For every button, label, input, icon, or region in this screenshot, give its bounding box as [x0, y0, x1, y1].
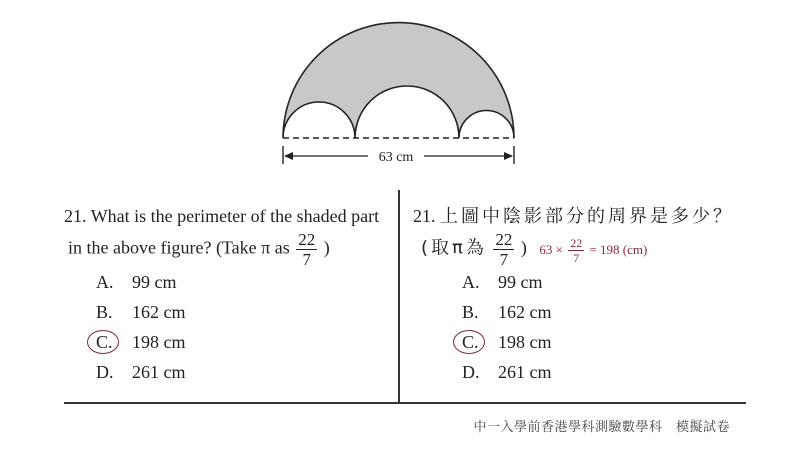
- chinese-question: 21. 上圖中陰影部分的周界是多少？ (取π為 $\frac{22}{7}$ ) 63 × $\frac{22}{7}$ = 198 (cm) A. 99 cm B. 162 cm C. 198 cm D. 261 cm: [413, 201, 773, 261]
- pi-fraction: $\frac{22}{7}$: [298, 230, 316, 269]
- dimension-label: 63 cm: [378, 150, 414, 165]
- handwritten-annotation: 63 × $\frac{22}{7}$ = 198 (cm): [539, 236, 648, 266]
- pi-fraction-zh: $\frac{22}{7}$: [495, 230, 513, 269]
- left-arrowhead: [284, 152, 293, 160]
- english-question: 21. What is the perimeter of the shaded part in the above figure? (Take π as $\frac{22}{7}$ ) A. 99 cm B. 162 cm C. 198 cm D. 261 cm: [64, 201, 394, 261]
- bottom-rule: [64, 402, 746, 404]
- question-line-2-zh-close: ): [520, 237, 527, 258]
- page-footer: 中一入學前香港學科測驗數學科 模擬試卷: [473, 420, 730, 435]
- question-line-1-zh: 上圖中陰影部分的周界是多少？: [440, 206, 734, 227]
- question-number-zh: 21.: [413, 206, 436, 226]
- question-line-2-close: ): [323, 237, 330, 258]
- right-arrowhead: [504, 152, 513, 160]
- question-line-1: What is the perimeter of the shaded part: [90, 206, 380, 226]
- question-number: 21.: [64, 206, 87, 226]
- question-line-2: in the above figure? (Take π as: [68, 237, 290, 258]
- question-line-2-zh: (取π為: [421, 237, 487, 259]
- semicircle-figure: [0, 0, 800, 190]
- shaded-region: [283, 23, 514, 138]
- column-divider: [398, 190, 400, 402]
